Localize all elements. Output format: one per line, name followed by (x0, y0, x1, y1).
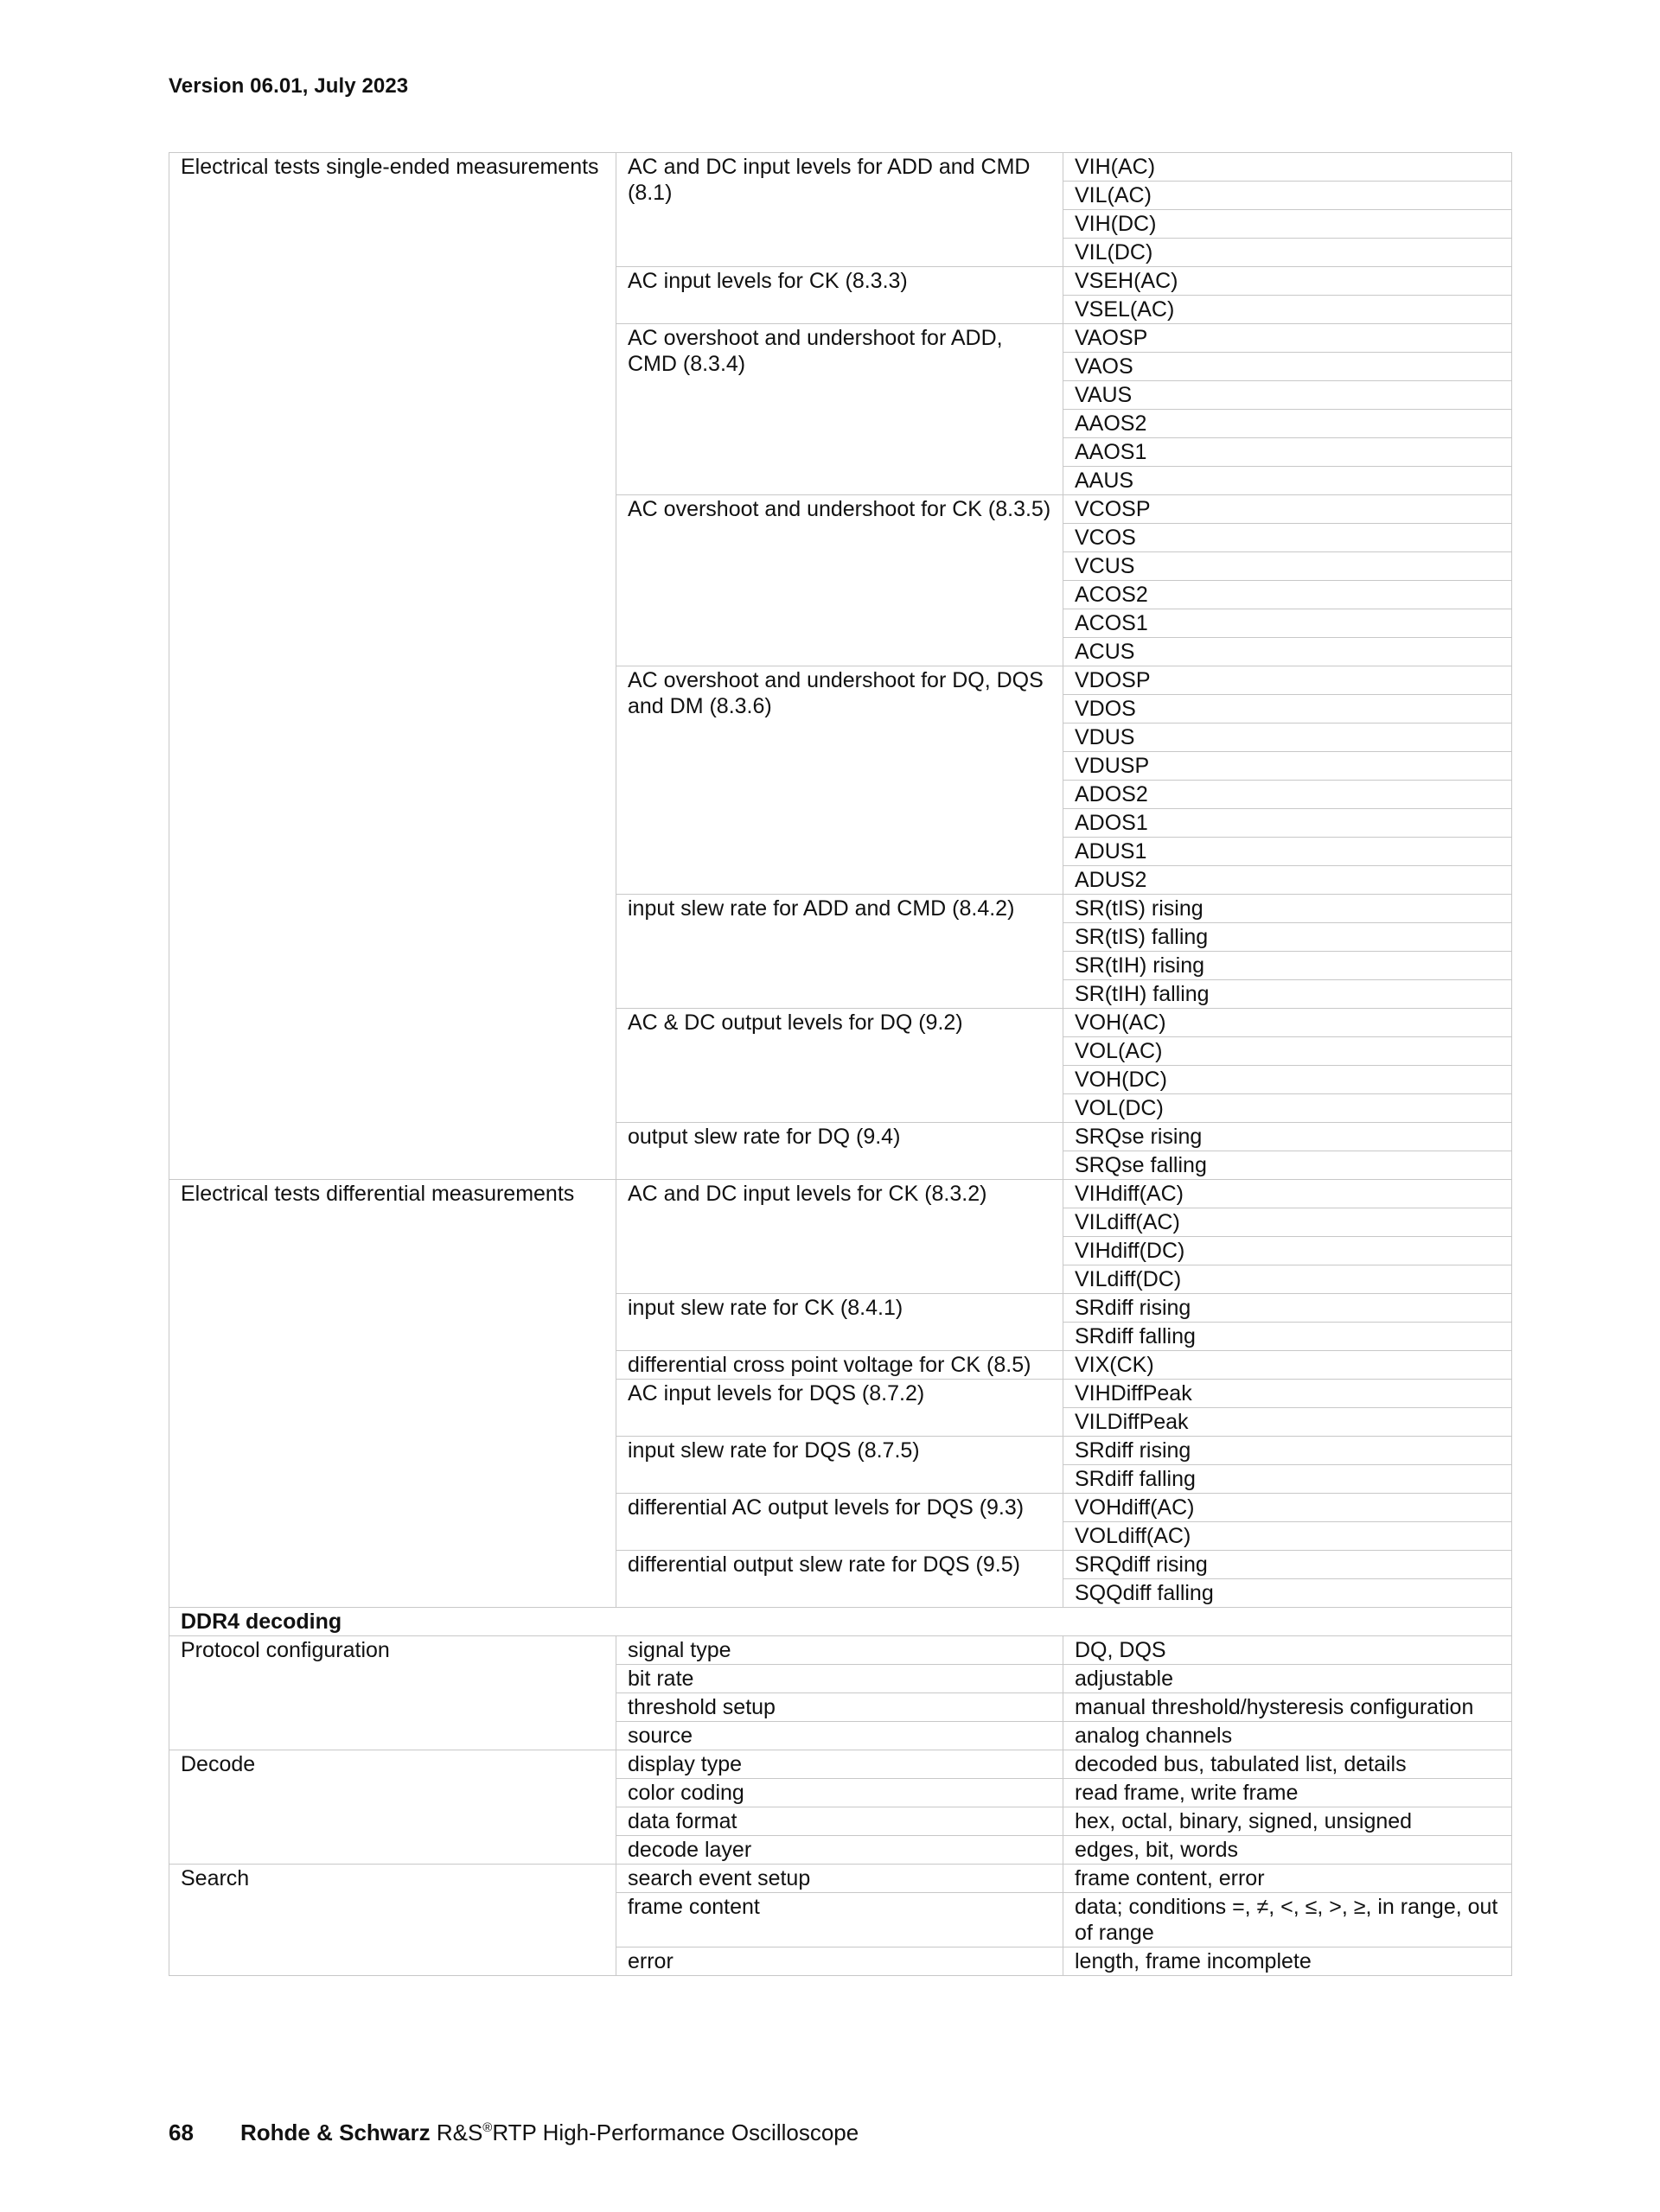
measurement-cell: VILdiff(AC) (1063, 1208, 1512, 1237)
test-group-cell: decode layer (616, 1836, 1063, 1865)
measurement-cell: VOL(AC) (1063, 1037, 1512, 1066)
measurement-cell: SRQdiff rising (1063, 1551, 1512, 1579)
test-group-cell: input slew rate for ADD and CMD (8.4.2) (616, 895, 1063, 1009)
test-group-cell: display type (616, 1750, 1063, 1779)
measurement-cell: ADUS1 (1063, 838, 1512, 866)
test-group-cell: differential AC output levels for DQS (9.3) (616, 1494, 1063, 1551)
measurement-cell: VIHdiff(AC) (1063, 1180, 1512, 1208)
footer-brand: Rohde & Schwarz (240, 2120, 431, 2145)
header-version: Version 06.01, July 2023 (169, 74, 409, 98)
measurement-cell: VCUS (1063, 552, 1512, 581)
test-group-cell: AC input levels for CK (8.3.3) (616, 267, 1063, 324)
measurement-cell: SR(tIS) rising (1063, 895, 1512, 923)
measurement-cell: ADOS2 (1063, 781, 1512, 809)
table-row (169, 1636, 1512, 1665)
registered-mark: ® (482, 2120, 493, 2135)
measurement-cell: VILdiff(DC) (1063, 1265, 1512, 1294)
measurement-cell: VSEH(AC) (1063, 267, 1512, 296)
measurement-cell: VIHdiff(DC) (1063, 1237, 1512, 1265)
test-group-cell: AC input levels for DQS (8.7.2) (616, 1380, 1063, 1437)
test-group-cell: signal type (616, 1636, 1063, 1665)
measurement-cell: VDOSP (1063, 666, 1512, 695)
measurement-cell: VOLdiff(AC) (1063, 1522, 1512, 1551)
category-cell: Electrical tests differential measurements (169, 1180, 616, 1608)
footer-product-prefix: R&S (436, 2120, 483, 2145)
measurement-cell: ACUS (1063, 638, 1512, 666)
measurement-cell: ACOS2 (1063, 581, 1512, 609)
test-group-cell: AC and DC input levels for CK (8.3.2) (616, 1180, 1063, 1294)
section-title: DDR4 decoding (169, 1608, 1512, 1636)
category-cell: Search (169, 1865, 616, 1976)
measurement-cell: VOH(DC) (1063, 1066, 1512, 1094)
measurement-cell: VIH(DC) (1063, 210, 1512, 239)
measurement-cell: VCOS (1063, 524, 1512, 552)
test-group-cell: differential cross point voltage for CK (8.5) (616, 1351, 1063, 1380)
measurement-cell: VAOSP (1063, 324, 1512, 353)
measurement-cell: length, frame incomplete (1063, 1947, 1512, 1976)
measurement-cell: VIX(CK) (1063, 1351, 1512, 1380)
test-group-cell: AC overshoot and undershoot for ADD, CMD (8.3.4) (616, 324, 1063, 495)
test-group-cell: differential output slew rate for DQS (9.5) (616, 1551, 1063, 1608)
measurement-cell: VOH(AC) (1063, 1009, 1512, 1037)
test-group-cell: input slew rate for DQS (8.7.5) (616, 1437, 1063, 1494)
measurement-cell: SRQse falling (1063, 1151, 1512, 1180)
test-group-cell: search event setup (616, 1865, 1063, 1893)
measurement-cell: adjustable (1063, 1665, 1512, 1693)
measurement-cell: VIL(DC) (1063, 239, 1512, 267)
section-header-row (169, 1608, 1512, 1636)
specification-table-body (169, 153, 1512, 1976)
test-group-cell: threshold setup (616, 1693, 1063, 1722)
page-footer (169, 2120, 859, 2146)
measurement-cell: VIH(AC) (1063, 153, 1512, 182)
measurement-cell: manual threshold/hysteresis configuration (1063, 1693, 1512, 1722)
test-group-cell: AC overshoot and undershoot for DQ, DQS and DM (8.3.6) (616, 666, 1063, 895)
measurement-cell: VAOS (1063, 353, 1512, 381)
table-row (169, 1865, 1512, 1893)
measurement-cell: SR(tIH) rising (1063, 952, 1512, 980)
measurement-cell: AAUS (1063, 467, 1512, 495)
measurement-cell: hex, octal, binary, signed, unsigned (1063, 1807, 1512, 1836)
table-row (169, 1180, 1512, 1208)
category-cell: Electrical tests single-ended measurements (169, 153, 616, 1180)
test-group-cell: output slew rate for DQ (9.4) (616, 1123, 1063, 1180)
measurement-cell: SR(tIS) falling (1063, 923, 1512, 952)
measurement-cell: VOL(DC) (1063, 1094, 1512, 1123)
measurement-cell: VILDiffPeak (1063, 1408, 1512, 1437)
test-group-cell: AC & DC output levels for DQ (9.2) (616, 1009, 1063, 1123)
test-group-cell: AC and DC input levels for ADD and CMD (8.1) (616, 153, 1063, 267)
measurement-cell: VIL(AC) (1063, 182, 1512, 210)
footer-product-name: RTP High-Performance Oscilloscope (492, 2120, 859, 2145)
measurement-cell: VIHDiffPeak (1063, 1380, 1512, 1408)
measurement-cell: ACOS1 (1063, 609, 1512, 638)
table-row (169, 153, 1512, 182)
test-group-cell: AC overshoot and undershoot for CK (8.3.5) (616, 495, 1063, 666)
test-group-cell: bit rate (616, 1665, 1063, 1693)
measurement-cell: analog channels (1063, 1722, 1512, 1750)
measurement-cell: SRdiff falling (1063, 1465, 1512, 1494)
measurement-cell: SQQdiff falling (1063, 1579, 1512, 1608)
measurement-cell: VDUSP (1063, 752, 1512, 781)
measurement-cell: frame content, error (1063, 1865, 1512, 1893)
measurement-cell: VOHdiff(AC) (1063, 1494, 1512, 1522)
measurement-cell: VCOSP (1063, 495, 1512, 524)
test-group-cell: frame content (616, 1893, 1063, 1947)
measurement-cell: ADUS2 (1063, 866, 1512, 895)
test-group-cell: error (616, 1947, 1063, 1976)
measurement-cell: AAOS2 (1063, 410, 1512, 438)
measurement-cell: AAOS1 (1063, 438, 1512, 467)
measurement-cell: VDUS (1063, 724, 1512, 752)
measurement-cell: data; conditions =, ≠, <, ≤, >, ≥, in range, out of range (1063, 1893, 1512, 1947)
measurement-cell: VSEL(AC) (1063, 296, 1512, 324)
measurement-cell: edges, bit, words (1063, 1836, 1512, 1865)
test-group-cell: color coding (616, 1779, 1063, 1807)
test-group-cell: data format (616, 1807, 1063, 1836)
page-number: 68 (169, 2120, 194, 2145)
measurement-cell: SRdiff falling (1063, 1323, 1512, 1351)
measurement-cell: read frame, write frame (1063, 1779, 1512, 1807)
measurement-cell: VAUS (1063, 381, 1512, 410)
measurement-cell: VDOS (1063, 695, 1512, 724)
measurement-cell: SRQse rising (1063, 1123, 1512, 1151)
test-group-cell: input slew rate for CK (8.4.1) (616, 1294, 1063, 1351)
measurement-cell: SRdiff rising (1063, 1294, 1512, 1323)
category-cell: Decode (169, 1750, 616, 1865)
test-group-cell: source (616, 1722, 1063, 1750)
measurement-cell: SRdiff rising (1063, 1437, 1512, 1465)
measurement-cell: ADOS1 (1063, 809, 1512, 838)
table-row (169, 1750, 1512, 1779)
measurement-cell: SR(tIH) falling (1063, 980, 1512, 1009)
measurement-cell: DQ, DQS (1063, 1636, 1512, 1665)
specification-table (169, 152, 1512, 1976)
measurement-cell: decoded bus, tabulated list, details (1063, 1750, 1512, 1779)
category-cell: Protocol configuration (169, 1636, 616, 1750)
